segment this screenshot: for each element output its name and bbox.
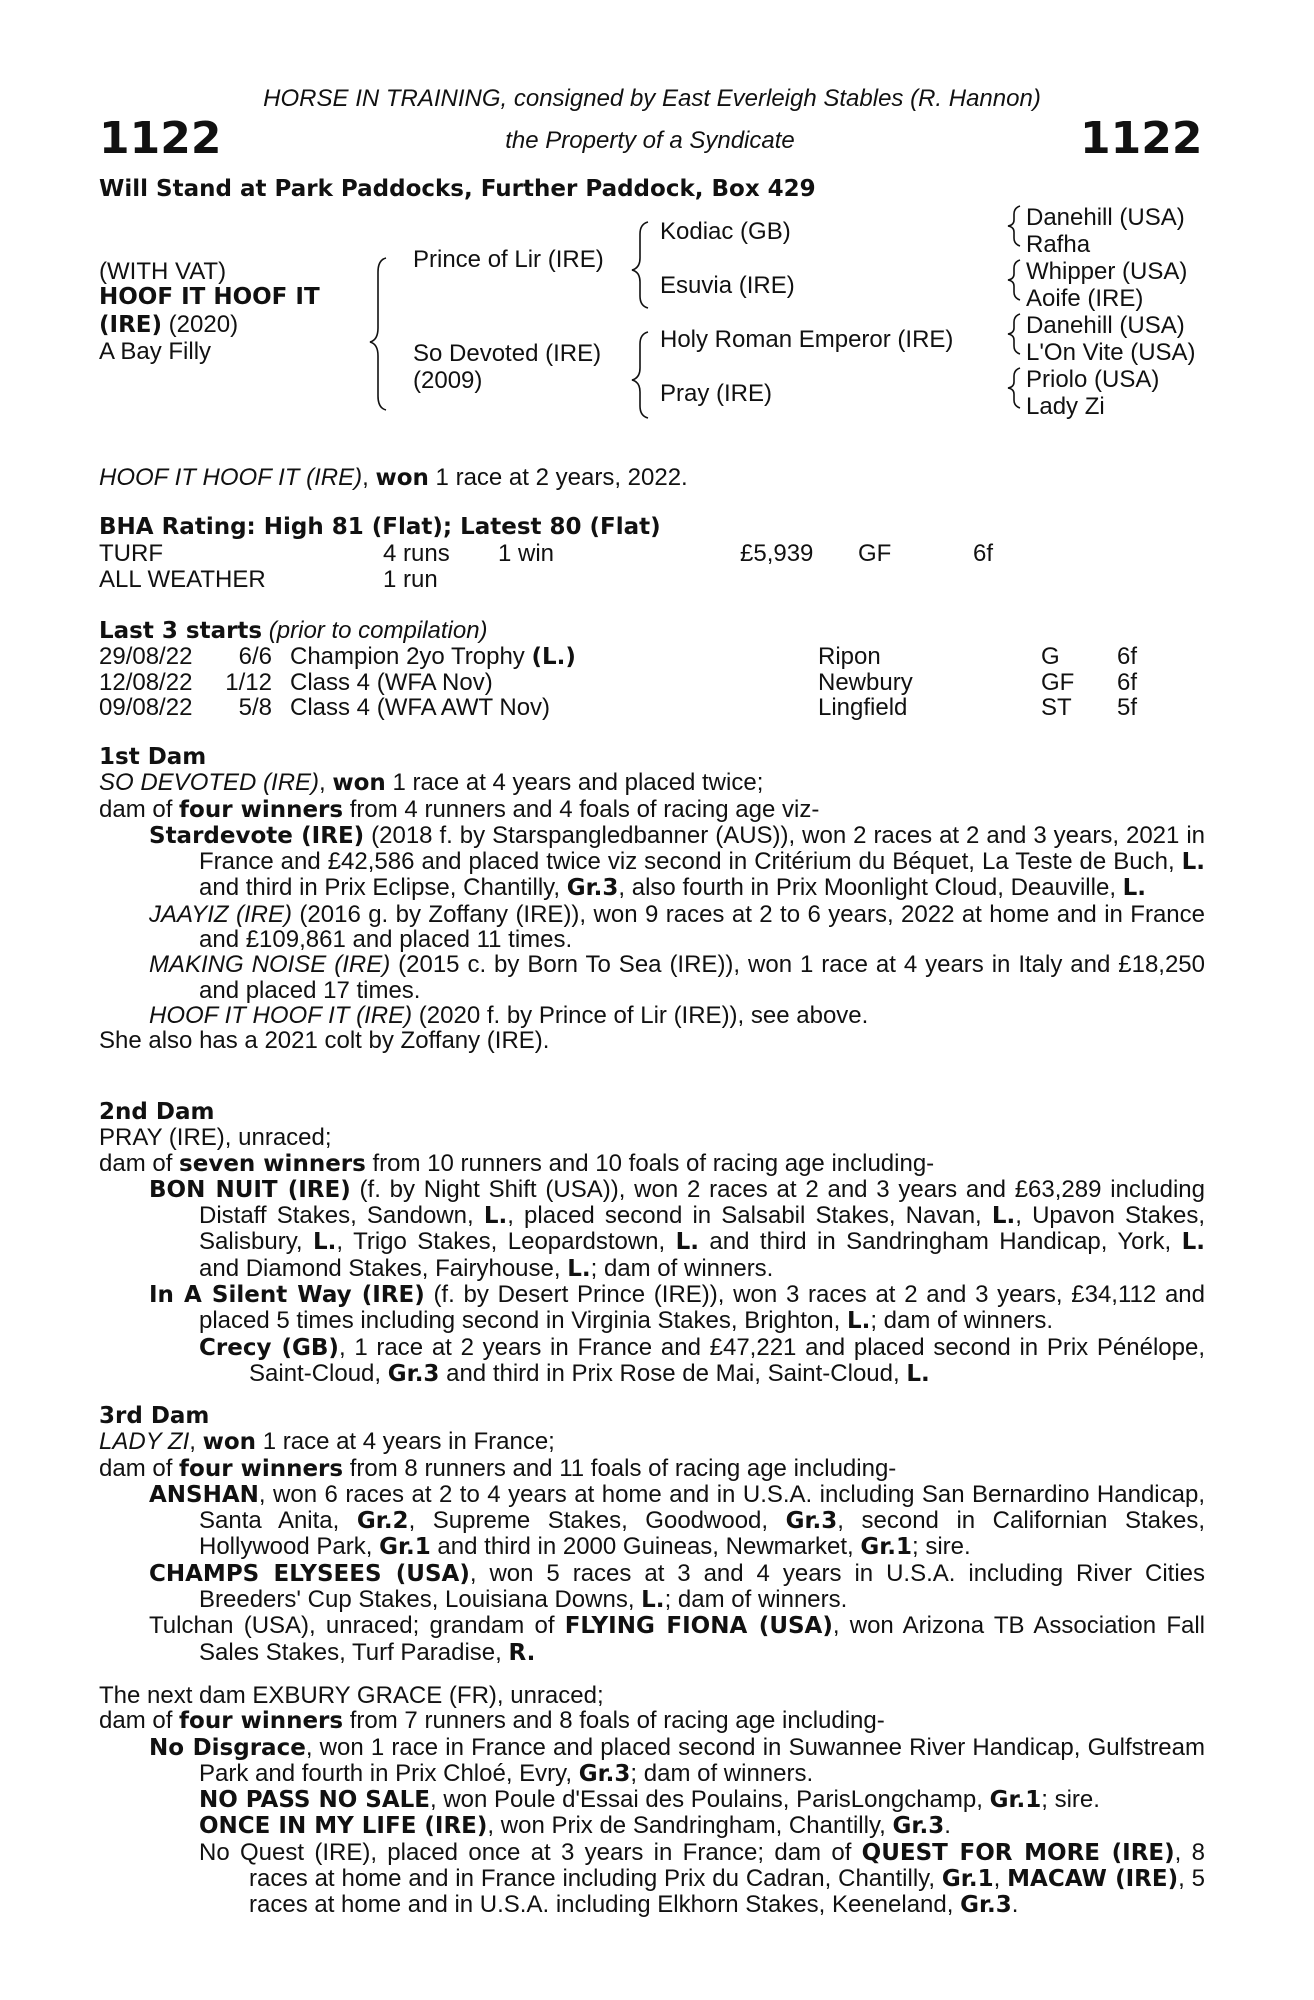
third-dam-name: LADY ZI: [99, 1428, 190, 1456]
aw-label: ALL WEATHER: [99, 566, 266, 593]
horse-description: A Bay Filly: [99, 338, 212, 365]
grand-3: Whipper (USA): [1026, 258, 1188, 285]
progeny-name: In A Silent Way (IRE): [149, 1282, 425, 1309]
progeny-text: (f. by Desert Prince (IRE)), won 3 races at 2 and 3 years, £34,112 and placed 5 times including second in Virginia Stakes, Brighton,: [199, 1281, 1206, 1335]
progeny-bon-nuit: [99, 1177, 1205, 1282]
progeny-stardevote: [99, 823, 1205, 902]
race-grade: L.: [313, 1229, 337, 1256]
horse-year: (2020): [162, 311, 239, 338]
race-grade: L.: [1181, 849, 1205, 876]
brace-g3: [1008, 314, 1020, 354]
progeny-text: , 8 races at home and in France including Prix du Cadran, Chantilly,: [249, 1838, 1205, 1893]
location-line: Will Stand at Park Paddocks, Further Paddock, Box 429: [99, 176, 816, 202]
progeny-name: ONCE IN MY LIFE (IRE): [199, 1813, 488, 1840]
lot-number-right: 1122: [1080, 113, 1203, 164]
progeny-no-disgrace: [99, 1735, 1205, 1788]
turf-row: [0, 541, 1314, 566]
progeny-name: JAAYIZ (IRE): [149, 900, 292, 928]
progeny-text: , Supreme Stakes, Goodwood,: [408, 1507, 786, 1535]
start-going: G: [1041, 643, 1060, 670]
next-dam-section: [99, 1683, 1205, 1919]
dam-year: (2009): [413, 367, 483, 394]
progeny-text: (f. by Night Shift (USA)), won 2 races at 2 and 3 years and £63,289 including Distaff Stakes, Sandown,: [199, 1175, 1205, 1230]
progeny-name: QUEST FOR MORE (IRE): [861, 1839, 1175, 1866]
progeny-text: and third in 2000 Guineas, Newmarket,: [430, 1533, 861, 1561]
progeny-text: ; dam of winners.: [664, 1586, 848, 1614]
progeny-text: , won Prix de Sandringham, Chantilly,: [487, 1812, 893, 1840]
dam-dam: Pray (IRE): [660, 380, 773, 407]
start-row: [0, 670, 1314, 695]
vat-note: (WITH VAT): [99, 258, 227, 285]
start-course: Ripon: [818, 643, 881, 670]
first-dam-won: won: [332, 770, 386, 797]
first-dam-name: SO DEVOTED (IRE): [99, 769, 320, 797]
turf-label: TURF: [99, 540, 163, 567]
progeny-text: and Diamond Stakes, Fairyhouse,: [199, 1254, 568, 1282]
progeny-text: No Quest (IRE), placed once at 3 years in France; dam of: [199, 1838, 862, 1866]
third-dam-line2: [99, 1456, 1205, 1482]
progeny-name: MACAW (IRE): [1007, 1866, 1179, 1893]
progeny-text: .: [944, 1812, 951, 1840]
summary-comma: ,: [362, 464, 376, 491]
progeny-text: , also fourth in Prix Moonlight Cloud, Deauville,: [618, 874, 1123, 902]
race-grade: L.: [1181, 1229, 1205, 1256]
grand-7: Priolo (USA): [1026, 366, 1160, 393]
progeny-name: HOOF IT HOOF IT (IRE): [149, 1001, 413, 1029]
progeny-in-a-silent-way: [99, 1282, 1205, 1335]
start-distance: 6f: [1117, 643, 1138, 670]
race-grade: Gr.3: [785, 1508, 838, 1535]
second-dam-section: [99, 1100, 1205, 1387]
progeny-text: ; dam of winners.: [630, 1759, 814, 1787]
turf-prize: £5,939: [740, 540, 814, 567]
progeny-text: (2015 c. by Born To Sea (IRE)), won 1 race at 4 years in Italy and £18,250 and placed 17 times.: [199, 951, 1206, 1004]
start-course: Lingfield: [818, 694, 908, 721]
race-grade: L.: [675, 1229, 700, 1256]
progeny-no-quest: [99, 1840, 1205, 1919]
start-race: Class 4 (WFA Nov): [290, 668, 493, 696]
race-grade: L.: [846, 1308, 871, 1335]
progeny-text: , won Arizona TB Association Fall Sales Stakes, Turf Paradise,: [199, 1612, 1206, 1666]
third-dam-heading: 3rd Dam: [99, 1403, 210, 1429]
race-grade: L.: [1122, 875, 1147, 902]
race-grade: L.: [906, 1360, 930, 1387]
next-dam-line2: [99, 1708, 1205, 1734]
first-dam-note: She also has a 2021 colt by Zoffany (IRE).: [99, 1027, 550, 1055]
sire: Prince of Lir (IRE): [413, 246, 604, 273]
progeny-text: (2018 f. by Starspangledbanner (AUS)), won 2 races at 2 and 3 years, 2021 in France and £42,586 and placed twice viz second in Critérium du Béquet, La Teste de Buch,: [199, 821, 1206, 876]
start-going: GF: [1041, 668, 1075, 696]
third-dam-section: [99, 1404, 1205, 1666]
progeny-text: ,: [993, 1865, 1008, 1893]
progeny-name: NO PASS NO SALE: [199, 1787, 430, 1814]
start-course: Newbury: [818, 668, 913, 696]
grand-1: Danehill (USA): [1026, 204, 1185, 231]
progeny-text: , won 6 races at 2 to 4 years at home and in U.S.A. including San Bernardino Handicap, Santa Anita,: [199, 1480, 1205, 1535]
race-grade: Gr.3: [892, 1813, 945, 1840]
progeny-hoof-it: [99, 1003, 1205, 1028]
progeny-text: and third in Sandringham Handicap, York,: [699, 1228, 1182, 1256]
progeny-text: , won 5 races at 3 and 4 years in U.S.A. including River Cities Breeders' Cup Stakes, Louisiana Downs,: [199, 1559, 1206, 1614]
race-grade: Gr.3: [566, 875, 619, 902]
summary-name: HOOF IT HOOF IT (IRE): [99, 464, 363, 491]
progeny-crecy: [99, 1335, 1205, 1388]
turf-runs: 4 runs: [383, 540, 450, 567]
second-dam-damof: dam of: [99, 1149, 180, 1177]
progeny-text: and third in Prix Rose de Mai, Saint-Cloud,: [439, 1359, 907, 1387]
race-grade: L.: [991, 1203, 1016, 1230]
grand-8: Lady Zi: [1026, 393, 1105, 420]
start-race: Champion 2yo Trophy (L.): [290, 643, 576, 670]
starts-note: (prior to compilation): [262, 617, 488, 644]
progeny-text: Tulchan (USA), unraced; grandam of: [149, 1612, 565, 1640]
start-race-grade: (L.): [531, 644, 576, 670]
start-date: 29/08/22: [99, 643, 193, 670]
brace-sire: [632, 222, 648, 308]
progeny-anshan: [99, 1482, 1205, 1561]
progeny-making-noise: [99, 952, 1205, 1003]
first-dam-heading: 1st Dam: [99, 744, 207, 770]
dam: So Devoted (IRE): [413, 340, 602, 367]
progeny-text: , won 1 race in France and placed second in Suwannee River Handicap, Gulfstream Park and fourth in Prix Chloé, Evry,: [199, 1733, 1205, 1787]
progeny-name: Stardevote (IRE): [149, 822, 365, 849]
brace-g1: [1008, 206, 1020, 246]
progeny-text: and third in Prix Eclipse, Chantilly,: [199, 874, 567, 902]
start-row: [0, 644, 1314, 669]
first-dam-section: [99, 745, 1205, 1054]
race-grade: Gr.1: [989, 1787, 1042, 1814]
progeny-name: CHAMPS ELYSEES (USA): [149, 1560, 470, 1587]
third-dam-winners: four winners: [179, 1455, 344, 1482]
progeny-champs-elysees: [99, 1561, 1205, 1614]
race-grade: L.: [483, 1203, 508, 1230]
brace-g4: [1008, 368, 1020, 408]
second-dam-heading: 2nd Dam: [99, 1099, 215, 1125]
next-dam-line1: The next dam EXBURY GRACE (FR), unraced;: [99, 1682, 604, 1709]
race-grade: Gr.3: [578, 1760, 631, 1787]
all-weather-row: [0, 567, 1314, 592]
start-distance: 6f: [1117, 668, 1138, 696]
lot-number-left: 1122: [99, 113, 222, 164]
summary-won: won: [375, 465, 429, 491]
grand-4: Aoife (IRE): [1026, 285, 1144, 312]
third-dam-comma: ,: [189, 1428, 203, 1456]
progeny-text: , 5 races at home and in U.S.A. including Elkhorn Stakes, Keeneland,: [249, 1865, 1206, 1919]
third-dam-damof: dam of: [99, 1454, 180, 1482]
start-going: ST: [1041, 694, 1072, 721]
progeny-text: , won Poule d'Essai des Poulains, ParisLongchamp,: [430, 1786, 990, 1814]
second-dam-foals: from 10 runners and 10 foals of racing age including-: [365, 1149, 935, 1177]
brace-sire-dam: [370, 258, 386, 410]
progeny-name: ANSHAN: [149, 1481, 259, 1508]
progeny-no-pass-no-sale: [99, 1787, 1205, 1813]
rating-heading: BHA Rating: High 81 (Flat); Latest 80 (Flat): [99, 514, 661, 540]
sire-dam: Esuvia (IRE): [660, 272, 795, 299]
progeny-text: ; sire.: [912, 1533, 971, 1561]
progeny-text: (2020 f. by Prince of Lir (IRE)), see above.: [412, 1001, 869, 1029]
third-dam-rest: 1 race at 4 years in France;: [256, 1428, 555, 1456]
next-dam-winners: four winners: [179, 1708, 344, 1735]
dam-sire: Holy Roman Emperor (IRE): [660, 326, 954, 353]
start-position: 5/8: [238, 694, 272, 721]
progeny-name: MAKING NOISE (IRE): [149, 951, 391, 979]
progeny-text: , second in Californian Stakes, Hollywood Park,: [199, 1507, 1205, 1561]
grand-5: Danehill (USA): [1026, 312, 1185, 339]
second-dam-line1: PRAY (IRE), unraced;: [99, 1124, 332, 1152]
progeny-text: ; dam of winners.: [590, 1254, 774, 1282]
progeny-name: No Disgrace: [149, 1734, 306, 1761]
progeny-tulchan: [99, 1613, 1205, 1666]
start-position: 1/12: [225, 668, 272, 696]
third-dam-foals: from 8 runners and 11 foals of racing age including-: [343, 1454, 897, 1482]
summary-rest: 1 race at 2 years, 2022.: [428, 464, 688, 491]
first-dam-damof: dam of: [99, 795, 180, 823]
first-dam-line1: [99, 770, 1205, 796]
first-dam-rest: 1 race at 4 years and placed twice;: [385, 769, 764, 797]
race-grade: R.: [508, 1639, 536, 1666]
first-dam-foals: from 4 runners and 4 foals of racing age viz-: [343, 795, 820, 823]
third-dam-won: won: [202, 1429, 257, 1456]
progeny-text: , 1 race at 2 years in France and £47,221 and placed second in Prix Pénélope, Saint-Cloud,: [249, 1333, 1205, 1387]
progeny-name: Crecy (GB): [199, 1334, 339, 1361]
brace-g2: [1008, 260, 1020, 300]
owner-line: the Property of a Syndicate: [505, 127, 795, 154]
race-grade: Gr.3: [960, 1892, 1012, 1919]
grand-6: L'On Vite (USA): [1026, 339, 1196, 366]
progeny-text: , Trigo Stakes, Leopardstown,: [336, 1228, 676, 1256]
race-grade: L.: [567, 1255, 591, 1282]
progeny-text: , placed second in Salsabil Stakes, Navan,: [507, 1202, 992, 1230]
start-row: [0, 695, 1314, 720]
brace-dam: [632, 332, 648, 418]
grand-2: Rafha: [1026, 231, 1091, 258]
race-grade: Gr.1: [941, 1866, 994, 1893]
race-grade: Gr.2: [356, 1508, 409, 1535]
progeny-jaayiz: [99, 902, 1205, 953]
start-distance: 5f: [1117, 694, 1138, 721]
progeny-name: BON NUIT (IRE): [149, 1176, 351, 1203]
progeny-name: FLYING FIONA (USA): [564, 1613, 833, 1640]
second-dam-line2: [99, 1151, 1205, 1177]
next-dam-damof: dam of: [99, 1707, 180, 1735]
race-grade: L.: [641, 1587, 665, 1614]
race-grade: Gr.1: [379, 1534, 431, 1561]
race-grade: Gr.3: [387, 1360, 440, 1387]
horse-country: (IRE): [99, 312, 163, 338]
progeny-text: ; sire.: [1041, 1786, 1100, 1814]
next-dam-foals: from 7 runners and 8 foals of racing age including-: [343, 1707, 885, 1735]
aw-runs: 1 run: [383, 566, 438, 593]
first-dam-winners: four winners: [179, 796, 344, 823]
horse-name: HOOF IT HOOF IT: [99, 284, 320, 310]
race-summary: [99, 465, 688, 491]
turf-distance: 6f: [973, 540, 994, 567]
first-dam-line2: [99, 797, 1205, 823]
sire-sire: Kodiac (GB): [660, 218, 791, 245]
turf-wins: 1 win: [498, 540, 555, 567]
progeny-once-in-my-life: [99, 1813, 1205, 1839]
second-dam-winners: seven winners: [179, 1150, 366, 1177]
race-grade: Gr.1: [860, 1534, 913, 1561]
progeny-text: (2016 g. by Zoffany (IRE)), won 9 races at 2 to 6 years, 2022 at home and in France and £109,861 and placed 11 times.: [199, 900, 1205, 954]
starts-heading: [99, 618, 488, 644]
start-race: Class 4 (WFA AWT Nov): [290, 694, 551, 721]
start-date: 09/08/22: [99, 694, 193, 721]
start-position: 6/6: [238, 643, 272, 670]
progeny-text: , Upavon Stakes, Salisbury,: [199, 1202, 1206, 1256]
progeny-text: .: [1011, 1891, 1019, 1919]
turf-going: GF: [858, 540, 892, 567]
start-date: 12/08/22: [99, 668, 193, 696]
first-dam-comma: ,: [319, 769, 333, 797]
consignor-line: HORSE IN TRAINING, consigned by East Everleigh Stables (R. Hannon): [263, 85, 1041, 112]
starts-title: Last 3 starts: [99, 618, 263, 644]
progeny-text: ; dam of winners.: [870, 1307, 1054, 1335]
third-dam-line1: [99, 1429, 1205, 1455]
